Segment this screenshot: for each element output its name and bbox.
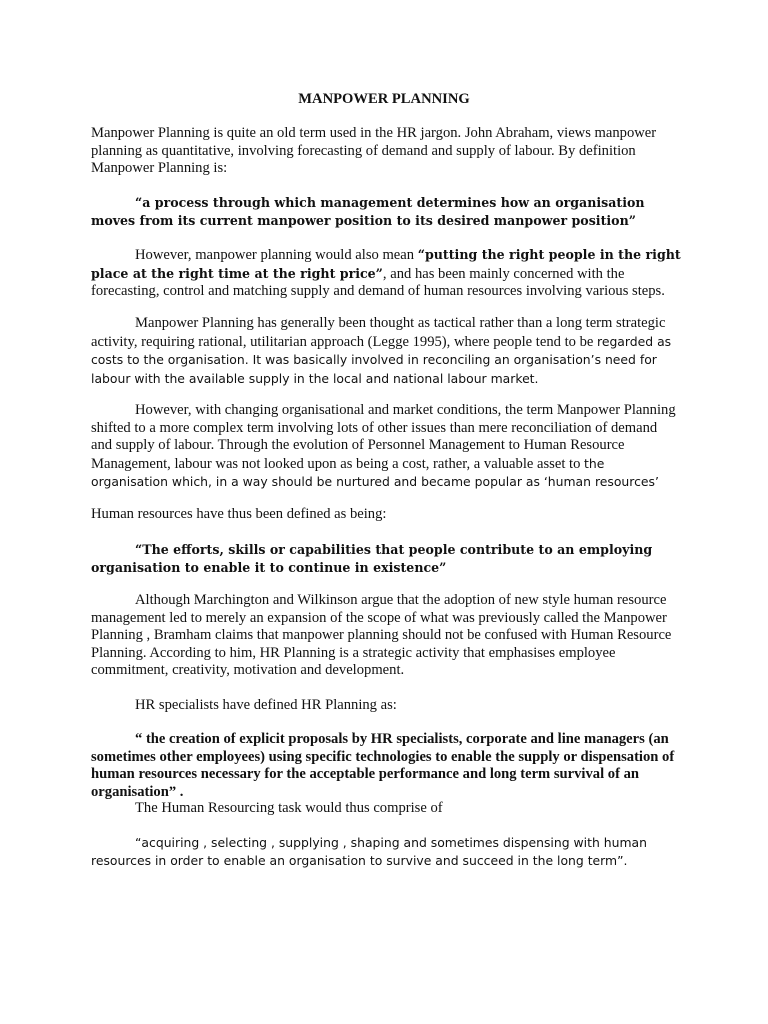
quote-human-resources: “The efforts, skills or capabilities that people contribute to an employing organisation to enable it to continue in existence”: [91, 542, 653, 575]
paragraph-text-sans: the organisation which, in a way should be nurtured and became popular as ‘human resources’: [91, 455, 659, 490]
paragraph-hr-specialists: HR specialists have defined HR Planning as:: [135, 697, 397, 713]
quote-acquiring: “acquiring , selecting , supplying , shaping and sometimes dispensing with human resources in order to enable an organisation to survive and succeed in the long term”.: [91, 835, 647, 868]
quote-definition-manpower: “a process through which management determines how an organisation moves from its current manpower position to its desired manpower position”: [91, 195, 645, 228]
paragraph-tactical: [91, 315, 681, 388]
paragraph-text: Manpower Planning has generally been thought as tactical rather than a long term strategic activity, requiring rational, utilitarian approach (Legge 1995), where people tend to be: [91, 315, 666, 350]
paragraph-right-people: [91, 246, 681, 301]
paragraph-text: However, with changing organisational and market conditions, the term Manpower Planning shifted to a more complex term involving lots of other issues than mere reconciliation of demand and supply of labour. Through the evolution of Personnel Management to Human Resource Management, labour was not looked upon as being a cost, rather, a valuable asset to: [91, 402, 676, 472]
paragraph-human-resourcing-task: The Human Resourcing task would thus comprise of: [135, 800, 443, 816]
paragraph-changing-conditions: [91, 402, 681, 492]
paragraph-intro: Manpower Planning is quite an old term used in the HR jargon. John Abraham, views manpower planning as quantitative, involving forecasting of demand and supply of labour. By definition Manpower Planning is:: [91, 125, 657, 177]
paragraph-text-sans: regarded as costs to the organisation. It was basically involved in reconciling an organisation’s need for labour with the available supply in the local and national labour market.: [91, 333, 672, 386]
paragraph-text: , and has been mainly concerned with the forecasting, control and matching supply and demand of human resources involving various steps.: [91, 265, 665, 300]
page-title: MANPOWER PLANNING: [298, 91, 470, 107]
paragraph-text: However, manpower planning would also mean: [135, 247, 418, 263]
paragraph-hr-defined: Human resources have thus been defined as being:: [91, 506, 387, 522]
paragraph-marchington: Although Marchington and Wilkinson argue that the adoption of new style human resource management led to merely an expansion of the scope of what was previously called the Manpower Planning , Bramham claims that manpower planning should not be confused with Human Resource Planning. According to him, HR Planning is a strategic activity that emphasises employee commitment, creativity, motivation and development.: [91, 592, 672, 679]
quote-hr-planning: “ the creation of explicit proposals by HR specialists, corporate and line managers (an sometimes other employees) using specific technologies to enable the supply or dispensation of human resources necessary for the acceptable performance and long term survival of an organisation” .: [91, 731, 675, 800]
quote-right-people: “putting the right people in the right place at the right time at the right price”: [91, 247, 681, 281]
